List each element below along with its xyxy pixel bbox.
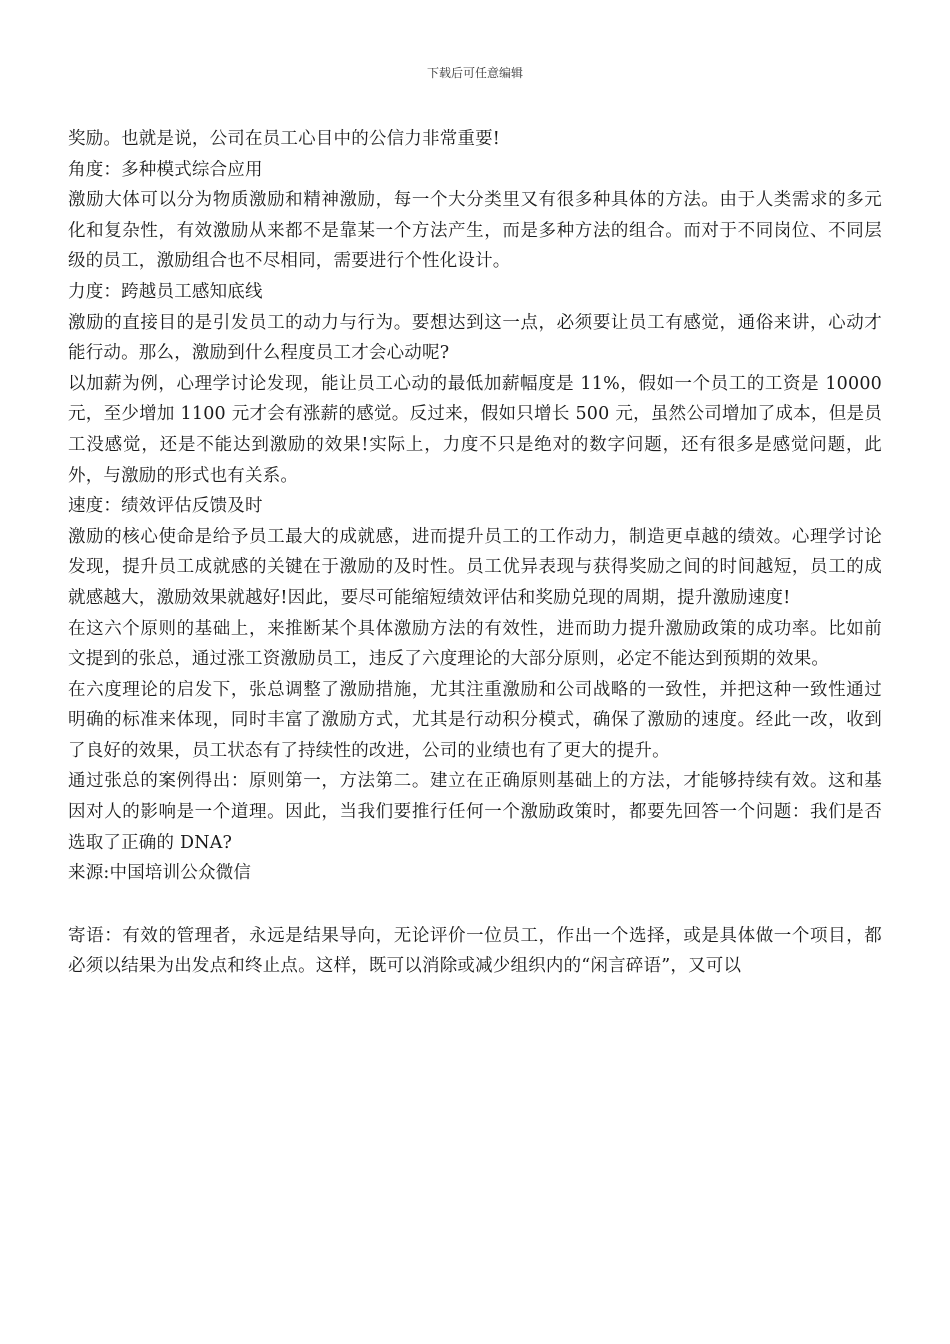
paragraph: 奖励。也就是说，公司在员工心目中的公信力非常重要! bbox=[68, 129, 501, 149]
blank-line bbox=[68, 889, 882, 921]
closing-message: 寄语：有效的管理者，永远是结果导向，无论评价一位员工，作出一个选择，或是具体做一个项目，都必须以结果为出发点和终止点。这样，既可以消除或减少组织内的“闲言碎语”，又可以 bbox=[68, 925, 882, 977]
section-heading-speed: 速度：绩效评估反馈及时 bbox=[68, 496, 263, 517]
paragraph: 在六度理论的启发下，张总调整了激励措施，尤其注重激励和公司战略的一致性，并把这种一致性通过明确的标准来体现，同时丰富了激励方式，尤其是行动积分模式，确保了激励的速度。经此一改，收到了良好的效果，员工状态有了持续性的改进，公司的业绩也有了更大的提升。 bbox=[68, 679, 882, 761]
section-heading-strength: 力度：跨越员工感知底线 bbox=[68, 281, 263, 302]
paragraph: 以加薪为例，心理学讨论发现，能让员工心动的最低加薪幅度是 11%，假如一个员工的工资是 10000 元，至少增加 1100 元才会有涨薪的感觉。反过来，假如只增长 500 元，虽然公司增加了成本，但是员工没感觉，还是不能达到激励的效果!实际上，力度不只是绝对的数字问题，还有很多是感觉问题，此外，与激励的形式也有关系。 bbox=[68, 373, 882, 486]
page-header: 下载后可任意编辑 bbox=[426, 66, 523, 80]
source-line: 来源:中国培训公众微信 bbox=[68, 863, 252, 884]
paragraph: 激励的直接目的是引发员工的动力与行为。要想达到这一点，必须要让员工有感觉，通俗来讲，心动才能行动。那么，激励到什么程度员工才会心动呢? bbox=[68, 312, 882, 364]
paragraph: 激励大体可以分为物质激励和精神激励，每一个大分类里又有很多种具体的方法。由于人类需求的多元化和复杂性，有效激励从来都不是靠某一个方法产生，而是多种方法的组合。而对于不同岗位、不同层级的员工，激励组合也不尽相同，需要进行个性化设计。 bbox=[68, 190, 882, 272]
section-heading-angle: 角度：多种模式综合应用 bbox=[68, 159, 263, 180]
paragraph: 激励的核心使命是给予员工最大的成就感，进而提升员工的工作动力，制造更卓越的绩效。心理学讨论发现，提升员工成就感的关键在于激励的及时性。员工优异表现与获得奖励之间的时间越短，员工的成就感越大，激励效果就越好!因此，要尽可能缩短绩效评估和奖励兑现的周期，提升激励速度! bbox=[68, 526, 882, 608]
paragraph: 在这六个原则的基础上，来推断某个具体激励方法的有效性，进而助力提升激励政策的成功率。比如前文提到的张总，通过涨工资激励员工，违反了六度理论的大部分原则，必定不能达到预期的效果。 bbox=[68, 618, 882, 670]
document-body bbox=[68, 124, 882, 982]
paragraph: 通过张总的案例得出：原则第一，方法第二。建立在正确原则基础上的方法，才能够持续有效。这和基因对人的影响是一个道理。因此，当我们要推行任何一个激励政策时，都要先回答一个问题：我们是否选取了正确的 DNA? bbox=[68, 771, 882, 853]
